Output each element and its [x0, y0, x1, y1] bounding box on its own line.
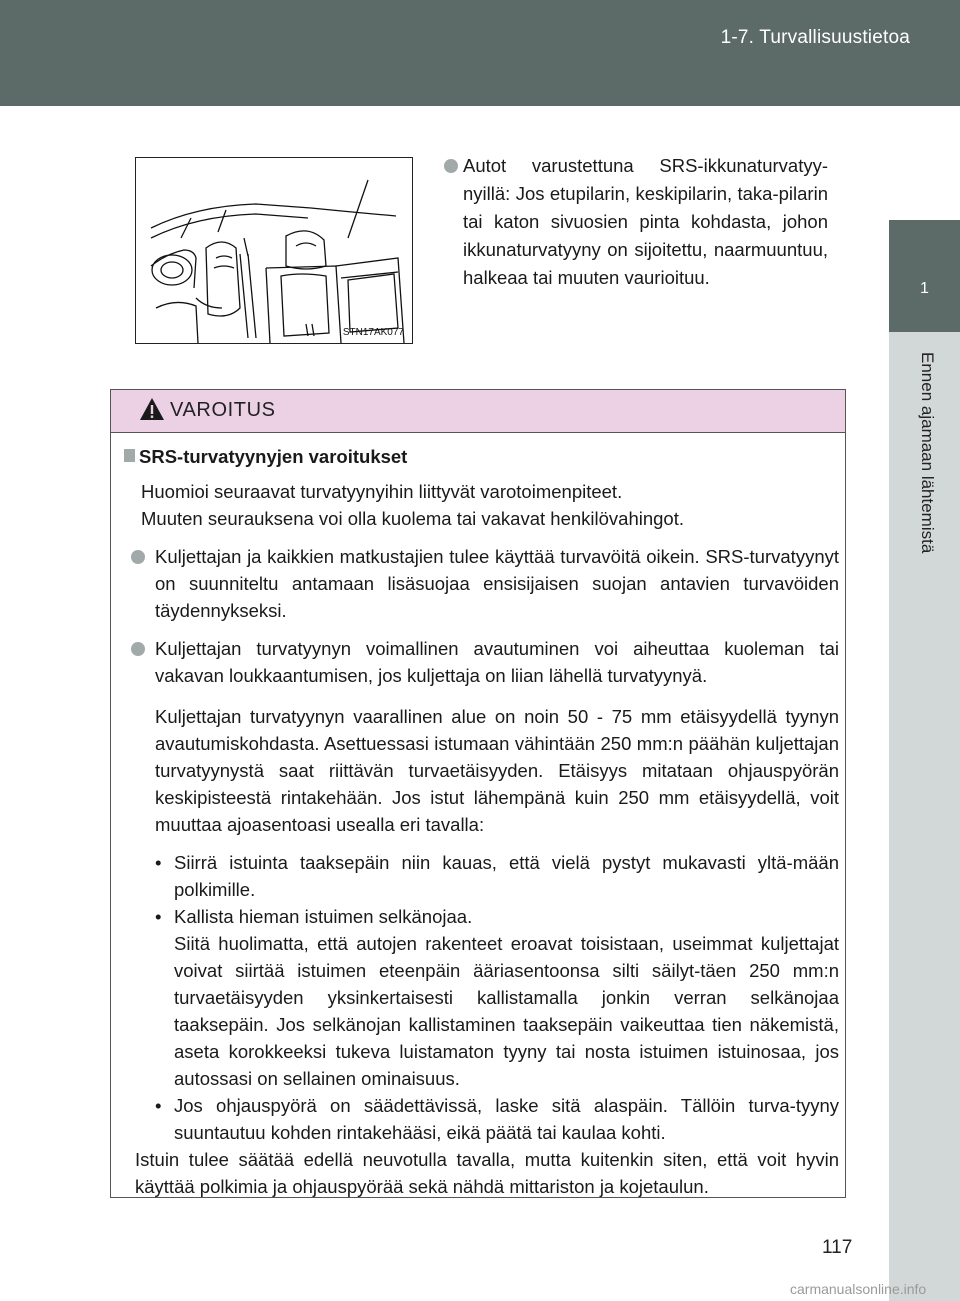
- advice-list: [155, 849, 839, 1146]
- list-item-continuation: Siitä huolimatta, että autojen rakenteet eroavat toisistaan, useimmat kuljettajat voivat siirtää istuimen eteenpäin ääriasentoonsa silti säilyt-täen 250 mm:n turvaetäisyyden yksinkertaisesti kallistamalla jonkin verran selkänojaa taaksepäin. Jos selkänojan kallistaminen taaksepäin vaikeuttaa tien näkemistä, aseta korokkeeksi tukeva luistamaton tyyny tai nosta istuimen istuinosaa, jos autossasi on sellainen ominaisuus.: [174, 933, 839, 1089]
- car-interior-figure: [135, 157, 413, 344]
- warning-header: [111, 390, 845, 433]
- page-number: 117: [822, 1237, 853, 1258]
- list-item-text: Siirrä istuinta taaksepäin niin kauas, että vielä pystyt mukavasti yltä-mään polkimille.: [174, 852, 839, 900]
- detail-paragraph: Kuljettajan turvatyynyn vaarallinen alue on noin 50 - 75 mm etäisyydellä tyynyn avautumiskohdasta. Asettuessasi istumaan vähintään 250 mm:n päähän kuljettajan turvatyynystä saat riittävän turvaetäisyyden. Etäisyys mitataan ohjauspyörän keskipisteestä rintakehään. Jos istut lähempänä kuin 250 mm etäisyydellä, voit muuttaa ajoasentoasi usealla eri tavalla:: [155, 706, 839, 835]
- warning-body: [131, 443, 839, 1200]
- list-bullet: •: [155, 906, 162, 927]
- section-heading-text: SRS-turvatyynyjen varoitukset: [139, 446, 408, 467]
- list-item-text: Kallista hieman istuimen selkänojaa.: [174, 906, 473, 927]
- car-interior-illustration-icon: [136, 158, 412, 343]
- bullet-icon: [131, 550, 145, 564]
- intro-text: Autot varustettuna SRS-ikkunaturvatyy-nyillä: Jos etupilarin, keskipilarin, taka-pilarin tai katon sivuosien pinta kohdasta, johon ikkunaturvatyyny on sijoitettu, naarmuuntuu, halkeaa tai muuten vaurioituu.: [463, 155, 828, 288]
- list-item: [155, 903, 839, 1092]
- warning-bullet: [131, 635, 839, 689]
- header-bar: [0, 0, 960, 106]
- list-item-text: Jos ohjauspyörä on säädettävissä, laske sitä alaspäin. Tällöin turva-tyyny suuntautuu kohden rintakehääsi, eikä päätä tai kaulaa kohti.: [174, 1095, 839, 1143]
- figure-code: STN17AK077: [342, 327, 404, 338]
- warning-intro-line: Muuten seurauksena voi olla kuolema tai vakavat henkilövahingot.: [141, 508, 684, 529]
- section-title: 1-7. Turvallisuustietoa: [720, 27, 910, 48]
- list-item: [155, 849, 839, 903]
- warning-intro-line: Huomioi seuraavat turvatyynyihin liittyvät varotoimenpiteet.: [141, 481, 623, 502]
- final-paragraph: Istuin tulee säätää edellä neuvotulla tavalla, mutta kuitenkin siten, että voit hyvin käyttää polkimia ja ohjauspyörää sekä nähdä mittariston ja kojetaulun.: [135, 1149, 839, 1197]
- bullet-icon: [131, 642, 145, 656]
- chapter-label: Ennen ajamaan lähtemistä: [918, 352, 937, 554]
- chapter-side-tab[interactable]: [889, 106, 960, 1301]
- warning-bullet-text: Kuljettajan ja kaikkien matkustajien tulee käyttää turvavöitä oikein. SRS-turvatyynyt on suunniteltu antamaan lisäsuojaa ensisijaisen suojan antavien turvavöiden täydennykseksi.: [155, 546, 839, 621]
- warning-box: [110, 389, 846, 1198]
- bullet-icon: [444, 159, 458, 173]
- watermark: carmanualsonline.info: [790, 1281, 927, 1297]
- list-item: [155, 1092, 839, 1146]
- warning-bullet-text: Kuljettajan turvatyynyn voimallinen avautuminen voi aiheuttaa kuoleman tai vakavan loukkaantumisen, jos kuljettaja on liian lähellä turvatyynyä.: [155, 638, 839, 686]
- warning-triangle-icon: [139, 397, 165, 421]
- chapter-number: 1: [920, 280, 929, 297]
- intro-bullet: [444, 152, 828, 292]
- warning-bullet: [131, 543, 839, 624]
- square-bullet-icon: [124, 449, 135, 462]
- warning-title: VAROITUS: [170, 399, 276, 421]
- section-heading: [126, 443, 839, 470]
- list-bullet: •: [155, 852, 162, 873]
- list-bullet: •: [155, 1095, 162, 1116]
